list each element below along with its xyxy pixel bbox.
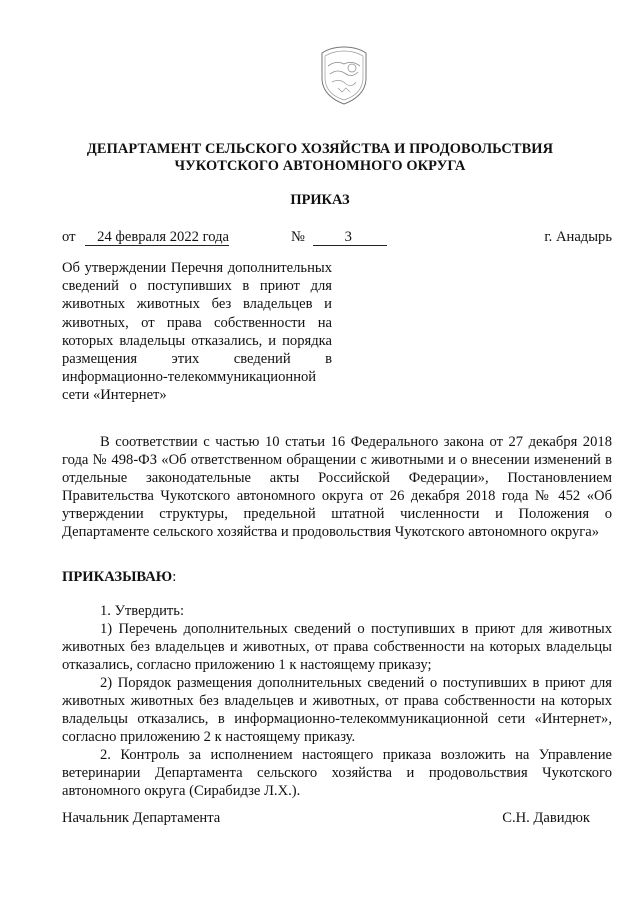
signature-name: С.Н. Давидюк — [502, 810, 590, 826]
item-2: 2. Контроль за исполнением настоящего приказа возложить на Управление ветеринарии Департамента сельского хозяйства и продовольствия Чукотского автономного округа (Сирабидзе Л.Х.). — [62, 747, 612, 799]
item-1-1: 1) Перечень дополнительных сведений о поступивших в приют для животных животных без владельцев и животных, от права собственности на которых владельцы отказались, согласно приложению 1 к настоящему приказу; — [62, 621, 612, 673]
order-colon: : — [172, 569, 177, 585]
date-value: 24 февраля 2022 года — [85, 229, 229, 246]
document-date — [62, 228, 229, 246]
document-type: ПРИКАЗ — [290, 192, 350, 208]
number-value: 3 — [313, 229, 387, 246]
signature-position: Начальник Департамента — [62, 810, 221, 826]
document-number — [291, 228, 387, 246]
order-word: ПРИКАЗЫВАЮ — [62, 569, 173, 585]
organization-name-line-1: ДЕПАРТАМЕНТ СЕЛЬСКОГО ХОЗЯЙСТВА И ПРОДОВОЛЬСТВИЯ — [86, 141, 554, 157]
item-1-2: 2) Порядок размещения дополнительных сведений о поступивших в приют для животных животных без владельцев и животных, от права собственности на которых владельцы отказались, в информационно-телекоммуникационной сети «Интернет», согласно приложению 2 к настоящему приказу. — [62, 675, 612, 745]
order-heading — [62, 569, 176, 586]
document-city: г. Анадырь — [544, 229, 612, 245]
date-prefix: от — [62, 229, 76, 245]
organization-name-line-2: ЧУКОТСКОГО АВТОНОМНОГО ОКРУГА — [174, 158, 466, 174]
document-title: Об утверждении Перечня дополнительных сведений о поступивших в приют для животных животных без владельцев и животных, от права собственности на которых владельцы отказались, и порядка размещения этих сведений в информационно-телекоммуникационной сети «Интернет» — [62, 260, 332, 404]
coat-of-arms-icon — [316, 44, 372, 106]
item-1: 1. Утвердить: — [100, 603, 185, 619]
preamble-paragraph: В соответствии с частью 10 статьи 16 Федерального закона от 27 декабря 2018 года № 498-ФЗ «Об ответственном обращении с животными и о внесении изменений в отдельные законодательные акты Российской Федерации», Постановлением Правительства Чукотского автономного округа от 26 декабря 2018 года № 452 «Об утверждении структуры, предельной штатной численности и Положения о Департаменте сельского хозяйства и продовольствия Чукотского автономного округа» — [62, 434, 612, 540]
number-label: № — [291, 229, 305, 245]
organization-heading — [0, 141, 640, 175]
